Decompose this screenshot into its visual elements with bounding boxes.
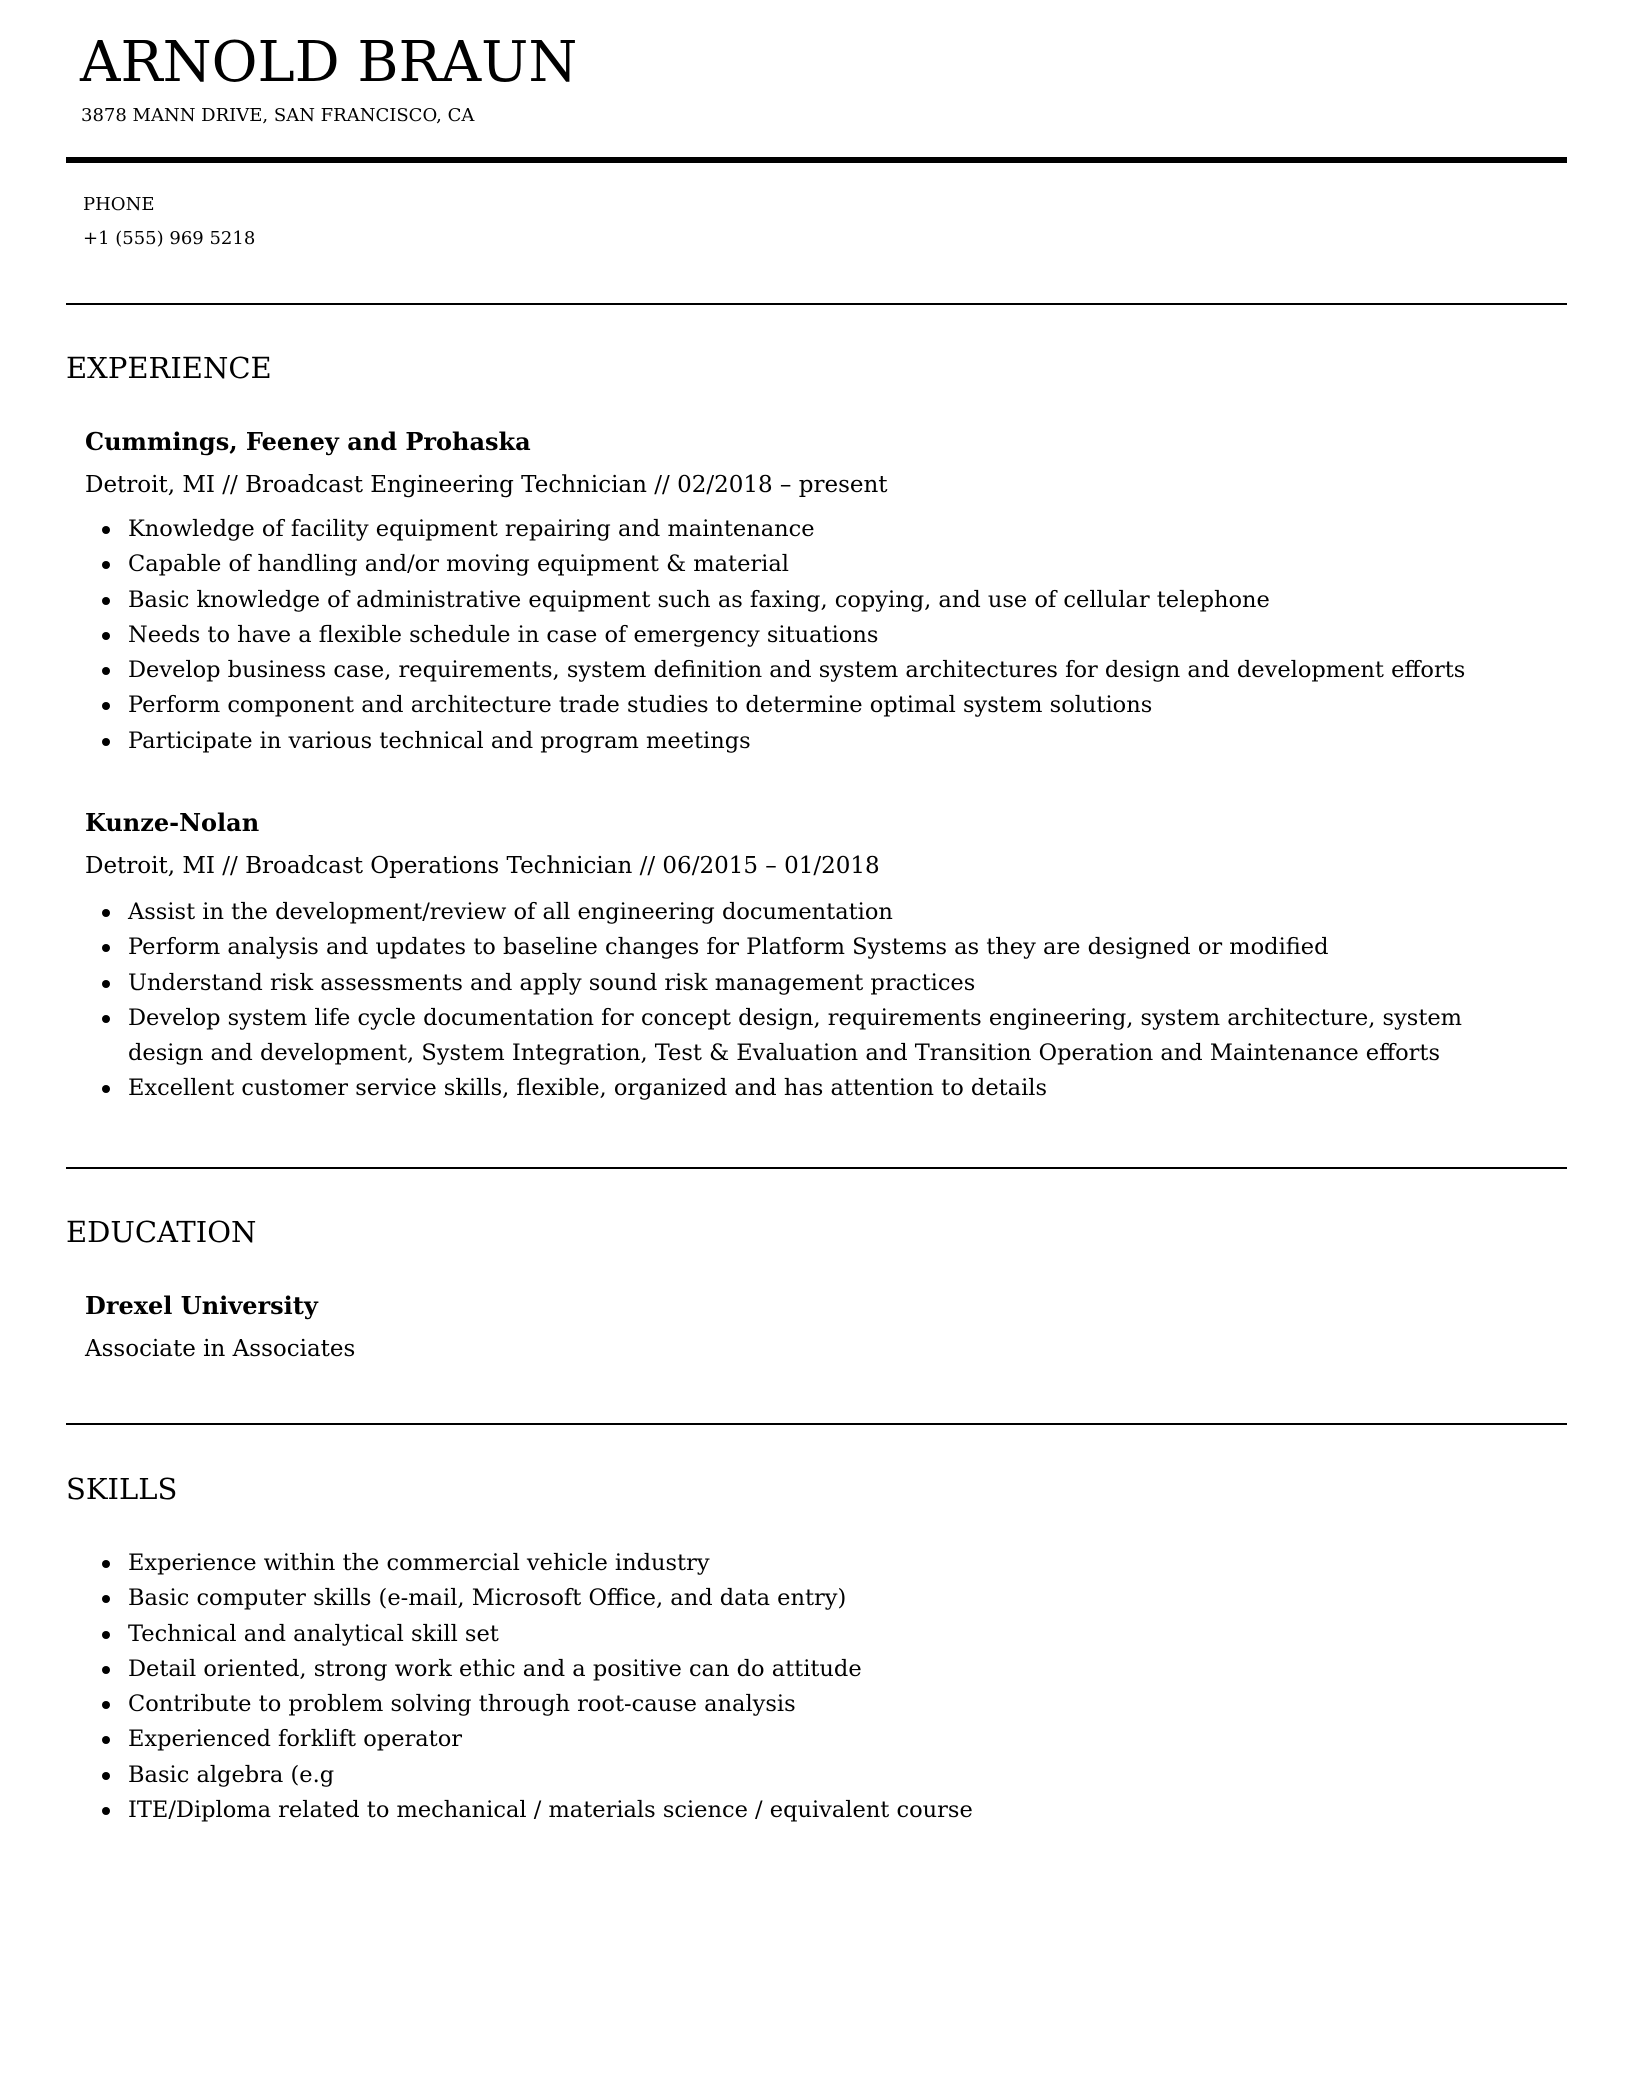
skill-text: Contribute to problem solving through root-cause analysis <box>128 1691 796 1718</box>
job-bullet <box>86 618 1526 653</box>
skills-list <box>86 1546 1526 1828</box>
job-details: Detroit, MI // Broadcast Engineering Technician // 02/2018 – present <box>85 472 888 498</box>
bullet-icon <box>102 1595 110 1603</box>
job-bullet-text: Basic knowledge of administrative equipment such as faxing, copying, and use of cellular telephone <box>128 586 1270 613</box>
job-bullet <box>86 547 1526 582</box>
job-bullet-text: Capable of handling and/or moving equipment & material <box>128 551 789 578</box>
bullet-icon <box>102 561 110 569</box>
job-bullet <box>86 512 1526 547</box>
bullet-icon <box>102 1560 110 1568</box>
job-details: Detroit, MI // Broadcast Operations Technician // 06/2015 – 01/2018 <box>85 853 880 879</box>
job-bullet-text: Develop system life cycle documentation for concept design, requirements engineering, system architecture, system design and development, System Integration, Test & Evaluation and Transition Operation and Maintenance efforts <box>128 1004 1463 1067</box>
job-bullet-text: Develop business case, requirements, system definition and system architectures for design and development efforts <box>128 657 1466 684</box>
job-bullet <box>86 583 1526 618</box>
job-company: Kunze-Nolan <box>85 808 260 837</box>
job-bullet-text: Perform component and architecture trade studies to determine optimal system solutions <box>128 692 1153 719</box>
bullet-icon <box>102 632 110 640</box>
job-bullet-list <box>86 512 1526 759</box>
skill-text: Detail oriented, strong work ethic and a positive can do attitude <box>128 1655 862 1682</box>
bullet-icon <box>102 1701 110 1709</box>
job-company: Cummings, Feeney and Prohaska <box>85 427 531 456</box>
bullet-icon <box>102 909 110 917</box>
skill-item <box>86 1687 1526 1722</box>
header-divider <box>66 157 1567 163</box>
education-divider <box>66 1423 1567 1425</box>
job-bullet <box>86 688 1526 723</box>
skill-item <box>86 1546 1526 1581</box>
bullet-icon <box>102 526 110 534</box>
job-bullet <box>86 653 1526 688</box>
skill-item <box>86 1652 1526 1687</box>
bullet-icon <box>102 980 110 988</box>
section-title-education: EDUCATION <box>66 1215 257 1249</box>
bullet-icon <box>102 1666 110 1674</box>
bullet-icon <box>102 597 110 605</box>
skill-text: Experienced forklift operator <box>128 1726 463 1753</box>
job-bullet <box>86 724 1526 759</box>
skill-item <box>86 1793 1526 1828</box>
skill-text: Experience within the commercial vehicle industry <box>128 1550 710 1576</box>
skill-item <box>86 1617 1526 1652</box>
education-school: Drexel University <box>85 1291 318 1320</box>
job-bullet-text: Participate in various technical and program meetings <box>128 727 751 754</box>
bullet-icon <box>102 702 110 710</box>
bullet-icon <box>102 1015 110 1023</box>
job-bullet-text: Understand risk assessments and apply sound risk management practices <box>128 969 976 996</box>
section-title-experience: EXPERIENCE <box>66 351 272 385</box>
bullet-icon <box>102 667 110 675</box>
phone-value: +1 (555) 969 5218 <box>83 228 256 249</box>
job-bullet <box>86 966 1526 1001</box>
skill-text: ITE/Diploma related to mechanical / materials science / equivalent course <box>128 1797 973 1824</box>
section-title-skills: SKILLS <box>66 1472 178 1506</box>
experience-divider <box>66 1167 1567 1169</box>
job-bullet <box>86 1071 1526 1106</box>
skill-text: Basic computer skills (e-mail, Microsoft Office, and data entry) <box>128 1585 847 1612</box>
job-bullet-list <box>86 895 1526 1107</box>
job-bullet <box>86 930 1526 965</box>
job-bullet-text: Perform analysis and updates to baseline changes for Platform Systems as they are designed or modified <box>128 934 1329 961</box>
bullet-icon <box>102 1807 110 1815</box>
skill-text: Basic algebra (e.g <box>128 1761 335 1788</box>
resume-name: ARNOLD BRAUN <box>80 30 578 95</box>
job-bullet-text: Knowledge of facility equipment repairing and maintenance <box>128 516 815 542</box>
phone-label: PHONE <box>83 194 155 215</box>
education-degree: Associate in Associates <box>85 1336 356 1362</box>
bullet-icon <box>102 1736 110 1744</box>
bullet-icon <box>102 1772 110 1780</box>
skill-text: Technical and analytical skill set <box>128 1620 499 1647</box>
contact-divider <box>66 303 1567 305</box>
bullet-icon <box>102 738 110 746</box>
resume-address: 3878 MANN DRIVE, SAN FRANCISCO, CA <box>81 105 475 126</box>
bullet-icon <box>102 1631 110 1639</box>
bullet-icon <box>102 1085 110 1093</box>
skill-item <box>86 1758 1526 1793</box>
job-bullet <box>86 895 1526 930</box>
job-bullet-text: Excellent customer service skills, flexible, organized and has attention to details <box>128 1075 1048 1102</box>
job-bullet <box>86 1001 1526 1072</box>
skill-item <box>86 1722 1526 1757</box>
job-bullet-text: Assist in the development/review of all engineering documentation <box>128 899 893 925</box>
bullet-icon <box>102 944 110 952</box>
job-bullet-text: Needs to have a flexible schedule in case of emergency situations <box>128 621 879 648</box>
skill-item <box>86 1581 1526 1616</box>
